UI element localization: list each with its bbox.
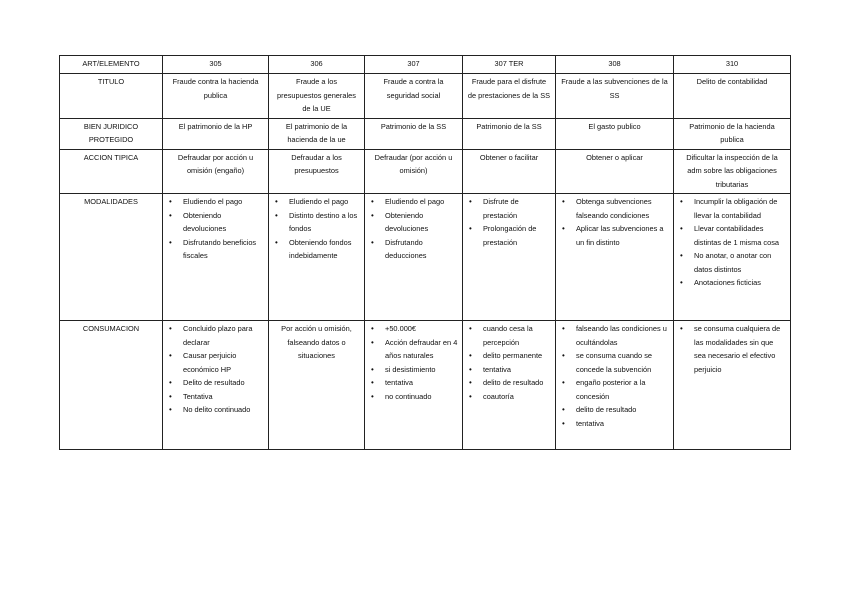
header-cell: 307 bbox=[365, 56, 463, 74]
header-cell: 310 bbox=[674, 56, 791, 74]
list-item: • se consuma cualquiera de las modalidades sin que sea necesario el efectivo perjuicio bbox=[694, 322, 786, 376]
list-item: • Obteniendo devoluciones bbox=[385, 209, 458, 236]
bullet-list bbox=[369, 322, 458, 403]
list-item: • Anotaciones ficticias bbox=[694, 276, 786, 290]
bullet-list bbox=[167, 195, 264, 263]
table-cell: Patrimonio de la hacienda publica bbox=[674, 118, 791, 149]
list-item: • Eludiendo el pago bbox=[289, 195, 360, 209]
list-item: • No delito continuado bbox=[183, 403, 264, 417]
list-item: • Acción defraudar en 4 años naturales bbox=[385, 336, 458, 363]
table-cell bbox=[463, 194, 556, 321]
table-cell: Delito de contabilidad bbox=[674, 74, 791, 119]
list-item: • falseando las condiciones u ocultándolas bbox=[576, 322, 669, 349]
table-cell: Defraudar por acción u omisión (engaño) bbox=[163, 149, 269, 194]
list-item: • se consuma cuando se concede la subvención bbox=[576, 349, 669, 376]
list-item: • tentativa bbox=[483, 363, 551, 377]
list-item: • Aplicar las subvenciones a un fin distinto bbox=[576, 222, 669, 249]
bullet-list bbox=[467, 195, 551, 249]
comparison-table bbox=[59, 55, 791, 450]
table-cell bbox=[163, 321, 269, 450]
row-label: BIEN JURIDICO PROTEGIDO bbox=[60, 118, 163, 149]
table-cell: Fraude a las subvenciones de la SS bbox=[556, 74, 674, 119]
list-item: • tentativa bbox=[576, 417, 669, 431]
table-row-modalidades bbox=[60, 194, 791, 321]
table-row-titulo bbox=[60, 74, 791, 119]
list-item: • No anotar, o anotar con datos distintos bbox=[694, 249, 786, 276]
list-item: • Disfrutando deducciones bbox=[385, 236, 458, 263]
table-cell: El gasto publico bbox=[556, 118, 674, 149]
list-item: • Eludiendo el pago bbox=[385, 195, 458, 209]
table-row-bien-juridico bbox=[60, 118, 791, 149]
bullet-list bbox=[167, 322, 264, 417]
table-cell: El patrimonio de la HP bbox=[163, 118, 269, 149]
list-item: • delito de resultado bbox=[483, 376, 551, 390]
bullet-list bbox=[273, 195, 360, 263]
table-cell: Por acción u omisión, falseando datos o situaciones bbox=[269, 321, 365, 450]
list-item: • Disfrute de prestación bbox=[483, 195, 551, 222]
list-item: • Delito de resultado bbox=[183, 376, 264, 390]
list-item: • engaño posterior a la concesión bbox=[576, 376, 669, 403]
list-item: • Obteniendo devoluciones bbox=[183, 209, 264, 236]
table-cell: Patrimonio de la SS bbox=[463, 118, 556, 149]
list-item: • Incumplir la obligación de llevar la contabilidad bbox=[694, 195, 786, 222]
table-cell bbox=[269, 194, 365, 321]
table-cell: Patrimonio de la SS bbox=[365, 118, 463, 149]
list-item: • Eludiendo el pago bbox=[183, 195, 264, 209]
bullet-list bbox=[369, 195, 458, 263]
row-label: ACCION TIPICA bbox=[60, 149, 163, 194]
list-item: • si desistimiento bbox=[385, 363, 458, 377]
table-cell: Obtener o facilitar bbox=[463, 149, 556, 194]
bullet-list bbox=[560, 195, 669, 249]
bullet-list bbox=[678, 322, 786, 376]
list-item: • Concluido plazo para declarar bbox=[183, 322, 264, 349]
table-row-consumacion bbox=[60, 321, 791, 450]
table-cell bbox=[463, 321, 556, 450]
row-label: CONSUMACION bbox=[60, 321, 163, 450]
header-cell: 307 TER bbox=[463, 56, 556, 74]
header-cell: 305 bbox=[163, 56, 269, 74]
table-cell bbox=[674, 321, 791, 450]
list-item: • Obteniendo fondos indebidamente bbox=[289, 236, 360, 263]
table-cell: Fraude contra la hacienda publica bbox=[163, 74, 269, 119]
table-cell bbox=[556, 321, 674, 450]
table-cell: Obtener o aplicar bbox=[556, 149, 674, 194]
table-cell: El patrimonio de la hacienda de la ue bbox=[269, 118, 365, 149]
list-item: • tentativa bbox=[385, 376, 458, 390]
row-label: TITULO bbox=[60, 74, 163, 119]
list-item: • Causar perjuicio económico HP bbox=[183, 349, 264, 376]
table-cell: Defraudar (por acción u omisión) bbox=[365, 149, 463, 194]
header-row bbox=[60, 56, 791, 74]
bullet-list bbox=[560, 322, 669, 430]
table-cell: Fraude a contra la seguridad social bbox=[365, 74, 463, 119]
list-item: • coautoría bbox=[483, 390, 551, 404]
table-cell bbox=[674, 194, 791, 321]
header-cell: ART/ELEMENTO bbox=[60, 56, 163, 74]
list-item: • delito de resultado bbox=[576, 403, 669, 417]
table-cell: Dificultar la inspección de la adm sobre las obligaciones tributarias bbox=[674, 149, 791, 194]
list-item: • Prolongación de prestación bbox=[483, 222, 551, 249]
bullet-list bbox=[467, 322, 551, 403]
header-cell: 308 bbox=[556, 56, 674, 74]
row-label: MODALIDADES bbox=[60, 194, 163, 321]
list-item: • Tentativa bbox=[183, 390, 264, 404]
table-cell bbox=[365, 194, 463, 321]
table-cell: Fraude a los presupuestos generales de la UE bbox=[269, 74, 365, 119]
table-cell bbox=[556, 194, 674, 321]
header-cell: 306 bbox=[269, 56, 365, 74]
list-item: • Disfrutando beneficios fiscales bbox=[183, 236, 264, 263]
table-cell bbox=[163, 194, 269, 321]
table-cell: Defraudar a los presupuestos bbox=[269, 149, 365, 194]
list-item: • Llevar contabilidades distintas de 1 misma cosa bbox=[694, 222, 786, 249]
table-cell: Fraude para el disfrute de prestaciones de la SS bbox=[463, 74, 556, 119]
list-item: • no continuado bbox=[385, 390, 458, 404]
table-cell bbox=[365, 321, 463, 450]
list-item: • delito permanente bbox=[483, 349, 551, 363]
list-item: • cuando cesa la percepción bbox=[483, 322, 551, 349]
list-item: • +50.000€ bbox=[385, 322, 458, 336]
list-item: • Distinto destino a los fondos bbox=[289, 209, 360, 236]
bullet-list bbox=[678, 195, 786, 290]
list-item: • Obtenga subvenciones falseando condiciones bbox=[576, 195, 669, 222]
table-row-accion-tipica bbox=[60, 149, 791, 194]
